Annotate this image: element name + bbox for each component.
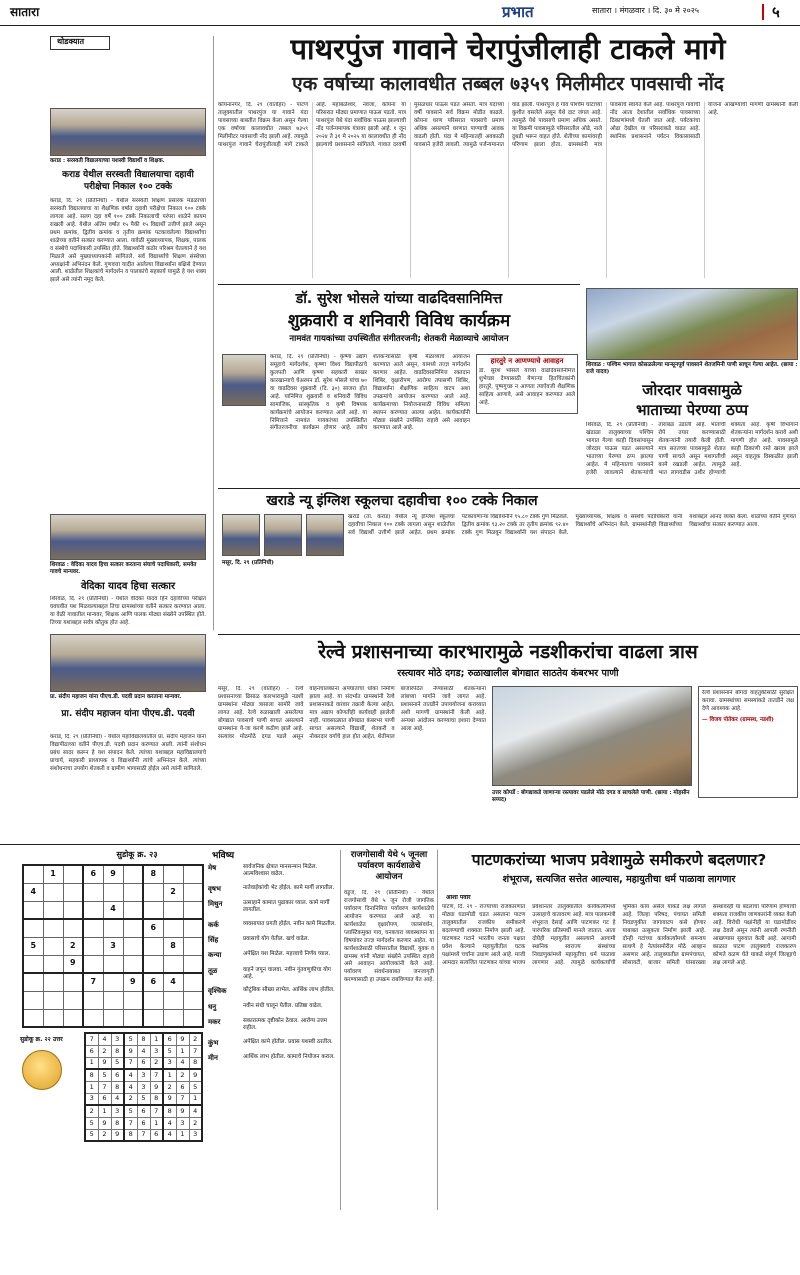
- sudoku-cell: 6: [143, 973, 163, 991]
- sudoku-row: [85, 1129, 202, 1141]
- sudoku-cell: 5: [85, 1117, 98, 1129]
- sudoku-cell: 6: [150, 1129, 163, 1141]
- sudoku-cell: [83, 955, 103, 973]
- mahajan-block: [46, 634, 206, 840]
- sudoku-cell: 4: [163, 973, 183, 991]
- sudoku-cell: 2: [98, 1045, 111, 1057]
- sudoku-cell: 8: [124, 1129, 137, 1141]
- sudoku-cell: 5: [124, 1033, 137, 1045]
- sudoku-cell: 3: [137, 1069, 150, 1081]
- sudoku-cell: 7: [150, 1105, 163, 1117]
- patan-headline: पाटणकरांच्या भाजप प्रवेशामुळे समीकरणे बदलणार?: [471, 851, 767, 869]
- horoscope-sign: वृषभ: [208, 884, 221, 893]
- sudoku-row: [23, 955, 203, 973]
- horoscope-sign: कन्या: [208, 951, 222, 960]
- sudoku-cell: 7: [150, 1069, 163, 1081]
- sudoku-cell: 7: [124, 1057, 137, 1069]
- horoscope-item: [208, 885, 338, 894]
- sudoku-cell: 4: [163, 1129, 176, 1141]
- rain-headline-1: जोरदार पावसामुळे: [642, 381, 742, 399]
- sudoku-cell: 2: [163, 883, 183, 901]
- sudoku-cell: [43, 901, 63, 919]
- sudoku-title: सुडोकू क्र. २३: [116, 850, 158, 859]
- sudoku-cell: 8: [111, 1045, 124, 1057]
- sudoku-cell: 7: [176, 1093, 189, 1105]
- sudoku-cell: [163, 955, 183, 973]
- sudoku-cell: [183, 883, 203, 901]
- bhosale-appeal-body: डॉ. सुरेश भोसले यांच्या वाढदिवसानिमित्त शुभेच्छा देण्यासाठी येणाऱ्या हितचिंतकांनी हारतुरे, पुष्पगुच्छ न आणता त्याऐवजी शैक्षणिक साहित्य आणावे, असे आवाहन करण्यात आले आहे.: [479, 368, 575, 407]
- sudoku-cell: [43, 883, 63, 901]
- horoscope-sign: धनु: [208, 1002, 217, 1011]
- sudoku-cell: 4: [103, 901, 123, 919]
- sudoku-cell: 1: [98, 1105, 111, 1117]
- sudoku-cell: 1: [85, 1081, 98, 1093]
- sudoku-cell: 6: [137, 1057, 150, 1069]
- section-name: सातारा: [10, 5, 40, 19]
- sudoku-mascot-icon: [22, 1050, 62, 1090]
- sudoku-cell: [163, 919, 183, 937]
- mahajan-photo-caption: प्रा. संदीप महाजन यांना पीएच.डी. पदवी प्रदान करताना मान्यवर.: [50, 694, 182, 700]
- sudoku-row: [85, 1081, 202, 1093]
- horoscope-text: नातेवाईकांची भेट होईल. कामे मार्गी लागतील.: [243, 884, 335, 891]
- sudoku-cell: [183, 955, 203, 973]
- sudoku-cell: 4: [163, 1117, 176, 1129]
- sudoku-cell: [103, 973, 123, 991]
- sudoku-cell: 8: [137, 1033, 150, 1045]
- sudoku-cell: 1: [163, 1069, 176, 1081]
- sudoku-cell: [123, 865, 143, 883]
- sudoku-cell: [23, 865, 43, 883]
- horoscope-item: [208, 987, 338, 996]
- sudoku-answer-grid: [84, 1032, 203, 1142]
- railway-quote: रेल्वे प्रशासनाने बोगदा वाहतुकीसाठी सुरक्षित करावा. ग्रामस्थांच्या समस्यांकडे तातडीने लक्ष देणे आवश्यक आहे.: [702, 690, 794, 712]
- horoscope-text: अपेक्षित कामे होतील. प्रवास यशस्वी ठरतील.: [243, 1038, 333, 1045]
- horoscope-text: व्यवसायात प्रगती होईल. नवीन कामे मिळतील.: [243, 920, 337, 927]
- sudoku-cell: 3: [111, 1105, 124, 1117]
- sudoku-cell: 9: [98, 1117, 111, 1129]
- sudoku-cell: 9: [123, 973, 143, 991]
- page-divider: [762, 4, 764, 20]
- rain-story: [586, 284, 800, 484]
- horoscope-item: [208, 936, 338, 945]
- column-rule-1: [213, 36, 214, 630]
- farm-photo-caption: शिरवळ : पश्चिम भागात कोसळलेल्या मान्सूनपूर्व पावसाने शेतजमिनी पाणी साचून गेल्या आहेत. (छाया : राजे यादव): [586, 362, 798, 376]
- sudoku-cell: 3: [137, 1081, 150, 1093]
- sudoku-cell: 2: [163, 1081, 176, 1093]
- sudoku-cell: 3: [85, 1093, 98, 1105]
- sudoku-cell: 5: [85, 1129, 98, 1141]
- sudoku-cell: [123, 937, 143, 955]
- sudoku-cell: 5: [163, 1045, 176, 1057]
- railway-headline: रेल्वे प्रशासनाच्या कारभारामुळे नडशीकरांचा वाढला त्रास: [318, 641, 698, 663]
- sudoku-cell: [163, 991, 183, 1009]
- story-karad-headline: कराड येथील सरस्वती विद्यालयाचा दहावी परीक्षेचा निकाल १०० टक्के: [62, 170, 194, 192]
- sudoku-cell: 9: [111, 1129, 124, 1141]
- sudoku-cell: [183, 865, 203, 883]
- sudoku-cell: 4: [189, 1105, 202, 1117]
- kharade-headline: खराडे न्यू इंग्लिश स्कूलचा दहावीचा १०० टक्के निकाल: [266, 493, 538, 509]
- farm-photo: [586, 288, 798, 360]
- sudoku-cell: [163, 865, 183, 883]
- sudoku-cell: [143, 883, 163, 901]
- sudoku-cell: [63, 1009, 83, 1027]
- sudoku-cell: [43, 919, 63, 937]
- sudoku-cell: [183, 919, 203, 937]
- sudoku-cell: 6: [98, 1093, 111, 1105]
- page-number: ५: [772, 3, 780, 21]
- sudoku-cell: [43, 937, 63, 955]
- story-vedika-headline: वेदिका यादव हिचा सत्कार: [80, 581, 176, 592]
- sudoku-cell: 4: [176, 1057, 189, 1069]
- mahajan-body: कराड, दि. २९ (प्रतिनिधी) - येथील महाविद्यालयातील प्रा. संदीप महाजन यांना विद्यापीठाच्या वतीने पीएच.डी. पदवी प्रदान करण्यात आली. त्यांनी संशोधन प्रबंध सादर करून हे यश संपादन केले. त्यांच्या यशाबद्दल महाविद्यालयाचे प्राचार्य, सहकारी प्राध्यापक व विद्यार्थ्यांनी त्यांचे अभिनंदन केले. त्यांच्या संशोधनाचा उपयोग शेतकरी व ग्रामीण भागासाठी होईल असे त्यांनी सांगितले.: [50, 734, 206, 772]
- rain-headline-2: भाताच्या पेरण्या ठप्प: [635, 401, 749, 419]
- horoscope-text: सकारात्मक दृष्टीकोन ठेवाल. आरोग्य उत्तम राहील.: [243, 1018, 328, 1032]
- sudoku-row: [85, 1057, 202, 1069]
- sudoku-cell: [123, 991, 143, 1009]
- horoscope-item: [208, 921, 338, 930]
- horoscope-item: [208, 1054, 338, 1063]
- sudoku-cell: 2: [150, 1057, 163, 1069]
- horoscope-item: [208, 1003, 338, 1012]
- sudoku-cell: 8: [111, 1081, 124, 1093]
- sudoku-cell: 9: [63, 955, 83, 973]
- sudoku-cell: [63, 973, 83, 991]
- sudoku-cell: 8: [163, 1105, 176, 1117]
- horoscope-item: [208, 1018, 338, 1033]
- sudoku-cell: 6: [137, 1117, 150, 1129]
- sudoku-cell: [63, 991, 83, 1009]
- horoscope-item: [208, 900, 338, 915]
- sudoku-cell: 5: [98, 1069, 111, 1081]
- horoscope-text: अपेक्षित यश मिळेल. महत्त्वाचे निर्णय घ्याल.: [243, 951, 331, 958]
- students-photo-caption: कराड : सरस्वती विद्यालयाच्या यशस्वी विद्यार्थी व शिक्षक.: [50, 158, 165, 164]
- sudoku-cell: 2: [189, 1117, 202, 1129]
- horoscope-item: [208, 967, 338, 982]
- brief-column: [46, 36, 206, 630]
- sudoku-cell: 6: [85, 1045, 98, 1057]
- sudoku-cell: 2: [98, 1129, 111, 1141]
- lead-body: कोयनानगर, दि. २९ (वार्ताहर) - पाटण तालुक्यातील पाथरपुंज या गावाने यंदा पावसाच्या बाबतीत विक्रम केला असून गेल्या एक वर्षाच्या कालावधीत तब्बल ७३५९ मिलीमीटर पावसाची नोंद झाली आहे. त्यामुळे पाथरपुंज गावाने चेरापुंजीलाही मागे टाकले आहे. महाबळेश्वर, नवजा, कोयना या परिसरात मोठ्या प्रमाणात पाऊस पडतो. मात्र पाथरपुंज येथे यंदा सर्वाधिक पाऊस झाल्याची नोंद पर्जन्यमापक यंत्रावर झाली आहे. १ जून २०२४ ते ३१ मे २०२५ या कालावधीत ही नोंद झाल्याचे प्रशासनाने सांगितले. गावात दरवर्षी मुसळधार पाऊस पडत असतो. मात्र यंदाच्या वर्षी पावसाने सर्व विक्रम मोडीत काढले. कोयना धरण परिसरात पावसाचे प्रमाण अधिक असल्याने धरणात पाण्याची आवक वाढली होती. यंदा मे महिन्यातही अवकाळी पावसाने हजेरी लावली. त्यामुळे पर्जन्यमानात वाढ झाली. पाथरपुंज हे गाव पश्चिम घाटाच्या कुशीत वसलेले असून येथे दाट जंगल आहे. त्यामुळे येथे पावसाचे प्रमाण अधिक असते. या विक्रमी पावसामुळे परिसरातील ओढे, नाले दुथडी भरून वाहत होते. शेतीच्या कामांवरही परिणाम झाला होता. ग्रामस्थांनी मात्र पावसाचे स्वागत केले आहे. पाथरपुंज गावाची नोंद आता देशातील सर्वाधिक पावसाच्या ठिकाणांमध्ये घेतली जात आहे. पर्यटकांचा ओढा देखील या परिसराकडे वाढत आहे. स्थानिक प्रशासनाने पर्यटन विकासासाठी योजना आखण्याची मागणी ग्रामस्थांनी केली आहे.: [218, 102, 798, 148]
- sudoku-cell: 8: [111, 1117, 124, 1129]
- sudoku-cell: [43, 955, 63, 973]
- sudoku-cell: 2: [85, 1105, 98, 1117]
- sudoku-grid: [22, 864, 204, 1028]
- horoscope-text: वाहने जपून चालवा. नवीन गुंतवणुकीचा योग आहे.: [243, 966, 331, 981]
- sudoku-row: [23, 865, 203, 883]
- lead-story: [218, 30, 800, 280]
- sudoku-cell: [43, 973, 63, 991]
- sudoku-cell: [183, 937, 203, 955]
- sudoku-cell: [23, 991, 43, 1009]
- sudoku-cell: [23, 919, 43, 937]
- bhosale-body: कराड, दि. २९ (प्रतिनिधी) - कृष्णा उद्योग समूहाचे मार्गदर्शक, कृष्णा विश्व विद्यापीठाचे कुलपती आणि कृष्णा सहकारी साखर कारखान्याचे चेअरमन डॉ. सुरेश भोसले यांचा ७० वा वाढदिवस शुक्रवारी (दि. ३०) साजरा होत आहे. यानिमित्त शुक्रवारी व शनिवारी विविध सामाजिक, सांस्कृतिक व कृषी विषयक कार्यक्रमांचे आयोजन करण्यात आले आहे. या निमित्ताने नामवंत गायकांच्या उपस्थितीत संगीतरजनीचा कार्यक्रम होणार आहे. तसेच शेतकऱ्यांसाठी कृषी मेळाव्याचे आयोजन करण्यात आले असून, यामध्ये तज्ज्ञ मार्गदर्शन करणार आहेत. वाढदिवसानिमित्त रक्तदान शिबिर, वृक्षारोपण, आरोग्य तपासणी शिबिर, विद्यार्थ्यांना शैक्षणिक साहित्य वाटप अशा उपक्रमांचे आयोजन करण्यात आले आहे. कार्यक्रमाच्या नियोजनासाठी विविध समित्या स्थापन करण्यात आल्या आहेत. कार्यकर्त्यांनी मोठ्या संख्येने उपस्थित राहावे असे आवाहन करण्यात आले आहे.: [270, 354, 470, 432]
- lead-subhead: एक वर्षाच्या कालावधीत तब्बल ७३५९ मिलीमीटर पावसाची नोंद: [292, 73, 724, 95]
- sudoku-cell: [23, 955, 43, 973]
- sudoku-row: [85, 1117, 202, 1129]
- sudoku-cell: 9: [189, 1069, 202, 1081]
- column-rule-2: [340, 850, 341, 1210]
- sudoku-cell: [123, 883, 143, 901]
- rajgad-headline: राजगोसावी येथे ५ जूनला पर्यावरण कार्यशाळेचे आयोजन: [350, 850, 428, 883]
- patan-story: [442, 850, 798, 1210]
- horoscope-text: सार्वजनिक क्षेत्रात मानसन्मान मिळेल. आत्मविश्वास वाढेल.: [243, 864, 318, 878]
- horoscope-text: आर्थिक लाभ होतील. कामाचे नियोजन कराल.: [243, 1054, 335, 1061]
- dateline: सातारा । मंगळवार । दि. ३० मे २०२५: [592, 6, 700, 15]
- horoscope-sign: मेष: [208, 864, 217, 872]
- sudoku-row: [23, 973, 203, 991]
- student-photo-2: [264, 514, 302, 556]
- horoscope-sign: तूळ: [208, 966, 218, 975]
- sudoku-cell: 6: [137, 1105, 150, 1117]
- story-vedika-body: शिरवळ, दि. २९ (प्रतिनिधी) - येथील वेदिका यादव हिने दहावीच्या परीक्षेत घवघवीत यश मिळवल्याबद्दल तिचा ग्रामस्थांच्या वतीने सत्कार करण्यात आला. या वेळी गावातील मान्यवर, शिक्षक आणि पालक मोठ्या संख्येने उपस्थित होते. तिच्या यशाबद्दल सर्वत्र कौतुक होत आहे.: [50, 596, 206, 626]
- sudoku-cell: [143, 937, 163, 955]
- sudoku-cell: [23, 1009, 43, 1027]
- sudoku-cell: [83, 901, 103, 919]
- patan-strap: शंभूराज, सत्यजित सत्तेत आल्यास, महायुतीचा धर्म पाळावा लागणार: [502, 874, 736, 885]
- bhosale-story: [218, 284, 580, 484]
- sudoku-cell: 3: [150, 1045, 163, 1057]
- sudoku-cell: [183, 991, 203, 1009]
- sudoku-row: [85, 1033, 202, 1045]
- student-photo-3: [306, 514, 344, 556]
- patan-byline: आशा पवार: [446, 894, 471, 901]
- sudoku-row: [85, 1069, 202, 1081]
- sudoku-cell: 8: [85, 1069, 98, 1081]
- sudoku-cell: [183, 973, 203, 991]
- railway-photo: [492, 686, 692, 786]
- sudoku-cell: [63, 919, 83, 937]
- kharade-story: [218, 488, 800, 630]
- horoscope-sign: कुंभ: [208, 1038, 219, 1047]
- sudoku-cell: [123, 1009, 143, 1027]
- horoscope-sign: मीन: [208, 1054, 218, 1063]
- sudoku-cell: 3: [176, 1117, 189, 1129]
- sudoku-cell: 6: [111, 1069, 124, 1081]
- student-photo-1: [222, 514, 260, 556]
- vedika-photo-caption: शिरवळ : वेदिका यादव हिचा सत्कार करताना संघाचे पदाधिकारी, समवेत गावचे मान्यवर.: [50, 562, 197, 576]
- sudoku-cell: 7: [85, 1033, 98, 1045]
- sudoku-cell: 8: [189, 1057, 202, 1069]
- sudoku-cell: 8: [163, 937, 183, 955]
- sudoku-cell: [103, 919, 123, 937]
- sudoku-cell: 2: [124, 1093, 137, 1105]
- sudoku-row: [85, 1093, 202, 1105]
- railway-quote-box: [698, 686, 798, 798]
- bhosale-appeal-box: [476, 354, 578, 414]
- horoscope-block: [208, 850, 338, 1210]
- sudoku-cell: [183, 901, 203, 919]
- sudoku-cell: [123, 955, 143, 973]
- sudoku-cell: 7: [189, 1045, 202, 1057]
- railway-body: मसूर, दि. २९ (वार्ताहर) - रेल्वे प्रशासनाच्या ढिसाळ कारभारामुळे नडशी ग्रामस्थांना मोठ्या त्रासाला सामोरे जावे लागत आहे. रेल्वे रुळाखाली असलेल्या बोगद्यात पावसाचे पाणी साचत असल्याने ग्रामस्थांना ये-जा करणे कठीण झाले आहे. रस्त्यावर मोठमोठे दगड पडले असून वाहनचालकांना अपघाताचा धोका निर्माण झाला आहे. या संदर्भात ग्रामस्थांनी रेल्वे प्रशासनाकडे वारंवार तक्रारी केल्या आहेत. मात्र अद्याप कोणतीही कार्यवाही झालेली नाही. पावसाळ्यात बोगद्यात कंबरभर पाणी साचत असल्याने विद्यार्थी, शेतकरी व नोकरदार वर्गाचे हाल होत आहेत. शेतीमाल बाजारपेठेत नेण्यासाठी शेतकऱ्यांना लांबच्या मार्गाने जावे लागत आहे. प्रशासनाने तातडीने उपाययोजना कराव्यात अशी मागणी ग्रामस्थांनी केली आहे. अन्यथा आंदोलन करण्याचा इशारा देण्यात आला आहे.: [218, 686, 486, 740]
- sudoku-cell: 9: [150, 1081, 163, 1093]
- sudoku-cell: [63, 901, 83, 919]
- sudoku-cell: [143, 901, 163, 919]
- sudoku-cell: 9: [163, 1093, 176, 1105]
- sudoku-cell: 4: [23, 883, 43, 901]
- sudoku-cell: 1: [150, 1117, 163, 1129]
- sudoku-row: [23, 1009, 203, 1027]
- sudoku-cell: [83, 1009, 103, 1027]
- horoscope-sign: सिंह: [208, 935, 219, 944]
- kharade-dateline: मसूर, दि. २९ (प्रतिनिधी): [222, 560, 274, 566]
- rajgad-body: वडूज, दि. २९ (प्रतिनिधी) - येथील राजगोसावी येथे ५ जून रोजी जागतिक पर्यावरण दिनानिमित्त पर्यावरण कार्यशाळेचे आयोजन करण्यात आले आहे. या कार्यशाळेत वृक्षारोपण, जलसंवर्धन, प्लास्टिकमुक्त गाव, घनकचरा व्यवस्थापन या विषयांवर तज्ज्ञ मार्गदर्शन करणार आहेत. या कार्यशाळेसाठी परिसरातील विद्यार्थी, युवक व ग्रामस्थ यांनी मोठ्या संख्येने उपस्थित राहावे असे आवाहन आयोजकांनी केले आहे. पर्यावरण संवर्धनाबाबत जनजागृती करण्यासाठी हा उपक्रम राबविण्यात येत आहे.: [344, 890, 434, 984]
- horoscope-item: [208, 951, 338, 960]
- sudoku-cell: [83, 991, 103, 1009]
- railway-photo-caption: उत्तर कोपर्डे : बोगद्याकडे जाणाऱ्या रस्त्यावर पडलेले मोठे दगड व साचलेले पाणी. (छाया : मोहसीन सय्यद): [492, 790, 690, 804]
- sudoku-cell: 4: [98, 1033, 111, 1045]
- sudoku-row: [23, 991, 203, 1009]
- story-karad-body: कराड, दि. २९ (प्रतिनिधी) - येथील सरस्वती शिक्षण प्रसारक मंडळाच्या सरस्वती विद्यालयाचा या शैक्षणिक वर्षात दहावी परीक्षेचा निकाल १०० टक्के लागला आहे. सलग दहा वर्षे १०० टक्के निकालाची परंपरा शाळेने कायम राखली आहे. येथील अंतिम वर्षात १५ पैकी १५ विद्यार्थी उत्तीर्ण झाले असून प्रथम क्रमांक, द्वितीय क्रमांक व तृतीय क्रमांक पटकावलेल्या विद्यार्थ्यांचा शाळेच्या वतीने सत्कार करण्यात आला. यावेळी मुख्याध्यापक, शिक्षक, पालक व संस्थेचे पदाधिकारी उपस्थित होते. विद्यार्थ्यांनी कठोर परिश्रम घेतल्याने हे यश मिळाले असे मुख्याध्यापकांनी सांगितले. सर्व विद्यार्थ्यांचे शिक्षण संस्थेच्या अध्यक्षांनी अभिनंदन केले. गुणवत्ता यादीत आलेल्या विद्यार्थ्यांना बक्षिसे देण्यात आली. शाळेतील शिक्षकांचे मार्गदर्शन व पालकांचे सहकार्य यामुळे हे यश शक्य झाले असे त्यांनी नमूद केले.: [50, 198, 206, 284]
- sudoku-cell: [123, 919, 143, 937]
- horoscope-text: उत्साहाने कामात पुढाकार घ्याल. कामे मार्गी लागतील.: [243, 899, 330, 914]
- sudoku-cell: 4: [124, 1069, 137, 1081]
- sudoku-cell: [63, 865, 83, 883]
- sudoku-cell: 3: [103, 937, 123, 955]
- sudoku-cell: 4: [111, 1093, 124, 1105]
- sudoku-block: [18, 850, 206, 1210]
- railway-story: [218, 634, 800, 840]
- sudoku-cell: [103, 991, 123, 1009]
- sudoku-cell: 1: [189, 1093, 202, 1105]
- sudoku-cell: [23, 973, 43, 991]
- railway-top-rule: [218, 634, 800, 635]
- sudoku-cell: 9: [98, 1057, 111, 1069]
- horoscope-sign: मकर: [208, 1018, 221, 1027]
- rain-body: शिरवळ, दि. २९ (प्रतिनिधी) - खंडाळा तालुक्याच्या पश्चिम भागात गेल्या काही दिवसांपासून जोरदार पाऊस पडत असल्याने भाताच्या पेरण्या ठप्प झाल्या आहेत. मे महिन्यातच पावसाने हजेरी लावल्याने शेतकऱ्यांची तारांबळ उडाली आहे. भाताची रोपे तयार करण्यासाठी शेतकऱ्यांनी तयारी केली होती. मात्र सततच्या पावसामुळे शेतात पाणी साचले असून मशागतीची कामे रखडली आहेत. त्यामुळे भात लागवडीस उशीर होण्याची शक्यता आहे. कृषी विभागाने शेतकऱ्यांना मार्गदर्शन करावे अशी मागणी होत आहे. पावसामुळे काही ठिकाणी रस्ते खराब झाले असून वाहतूक विस्कळीत झाली आहे.: [586, 422, 798, 476]
- sudoku-cell: 5: [189, 1081, 202, 1093]
- bhosale-strap: नामवंत गायकांच्या उपस्थितीत संगीतरजनी; शेतकरी मेळाव्याचे आयोजन: [289, 334, 509, 344]
- patan-body: पाटण, दि. २९ - राज्याच्या राजकारणात मोठ्या घडामोडी घडत असताना पाटण तालुक्यातील राजकीय समीकरणे बदलण्याची शक्यता निर्माण झाली आहे. पाटणकर गटाने भारतीय जनता पक्षात प्रवेश केल्याने महायुतीतील घटक पक्षांमध्ये चर्चांना उधाण आले आहे. माजी आमदार सत्यजित पाटणकर यांच्या भाजप प्रवेशानंतर तालुक्यातील कार्यकर्त्यांमध्ये उत्साहाचे वातावरण आहे. मात्र पालकमंत्री शंभूराज देसाई आणि पाटणकर गट हे पारंपरिक प्रतिस्पर्धी मानले जातात. आता दोघेही महायुतीत असल्याने आगामी स्थानिक स्वराज्य संस्थांच्या निवडणुकांमध्ये महायुतीचा धर्म पाळावा लागणार आहे. त्यामुळे कार्यकर्त्यांची भूमिका काय असेल याकडे लक्ष लागले आहे. जिल्हा परिषद, पंचायत समिती निवडणुकीत जागावाटप कसे होणार याबाबत उत्सुकता निर्माण झाली आहे. दोन्ही गटांच्या कार्यकर्त्यांमध्ये समन्वय साधणे हे नेत्यांसमोरील मोठे आव्हान असणार आहे. तालुक्यातील ग्रामपंचायत, सोसायटी, बाजार समिती यांसारख्या संस्थांवरही या बदलाचा परिणाम होण्याची शक्यता राजकीय जाणकारांनी व्यक्त केली आहे. विरोधी पक्षांनीही या घडामोडींवर लक्ष ठेवले असून त्यांनी आपली रणनीती आखण्यास सुरुवात केली आहे. आगामी काळात पाटण तालुक्याचे राजकारण कोणते वळण घेते याकडे संपूर्ण जिल्ह्याचे लक्ष लागले आहे.: [442, 904, 796, 966]
- horoscope-text: प्रवासाचे योग येतील. खर्च वाढेल.: [243, 935, 310, 942]
- masthead-rule: [0, 25, 800, 26]
- sudoku-cell: [43, 991, 63, 1009]
- sudoku-row: [23, 901, 203, 919]
- bhosale-appeal-title: हारतुरे न आणण्याचे आवाहन: [490, 357, 564, 365]
- sudoku-cell: 9: [176, 1033, 189, 1045]
- horoscope-title: भविष्य: [212, 851, 235, 861]
- column-rule-3: [437, 850, 438, 1210]
- sudoku-answer-title: सुडोकू क्र. २२ उत्तर: [20, 1036, 63, 1043]
- horoscope-sign: मिथुन: [208, 899, 223, 908]
- sudoku-cell: 1: [43, 865, 63, 883]
- bhosale-headline: शुक्रवारी व शनिवारी विविध कार्यक्रम: [287, 311, 511, 331]
- sudoku-cell: 3: [189, 1129, 202, 1141]
- sudoku-cell: 5: [124, 1105, 137, 1117]
- sudoku-cell: [103, 883, 123, 901]
- brief-tag-label: थोडक्यात: [57, 37, 85, 46]
- sudoku-cell: 2: [189, 1033, 202, 1045]
- sudoku-cell: 1: [150, 1033, 163, 1045]
- sudoku-cell: 3: [111, 1033, 124, 1045]
- horoscope-text: कौटुंबिक सौख्य लाभेल. आर्थिक लाभ होतील.: [243, 987, 335, 994]
- horoscope-item: [208, 864, 338, 879]
- sudoku-cell: 3: [163, 1057, 176, 1069]
- sudoku-cell: 1: [176, 1045, 189, 1057]
- sudoku-cell: 7: [124, 1117, 137, 1129]
- sudoku-cell: 5: [23, 937, 43, 955]
- sudoku-row: [85, 1045, 202, 1057]
- sudoku-cell: [143, 955, 163, 973]
- railway-quote-author: — विजय पोतेकर (ग्रामस्थ, नडशी): [702, 716, 774, 723]
- sudoku-cell: [83, 937, 103, 955]
- sudoku-cell: [163, 1009, 183, 1027]
- sudoku-cell: 9: [103, 865, 123, 883]
- sudoku-cell: [63, 883, 83, 901]
- sudoku-cell: 1: [176, 1129, 189, 1141]
- sudoku-cell: [143, 991, 163, 1009]
- sudoku-cell: 9: [176, 1105, 189, 1117]
- sudoku-cell: [103, 955, 123, 973]
- sudoku-cell: [83, 883, 103, 901]
- horoscope-list: [208, 864, 338, 1070]
- sudoku-cell: [83, 919, 103, 937]
- sudoku-row: [23, 919, 203, 937]
- sudoku-cell: 7: [98, 1081, 111, 1093]
- sudoku-cell: [103, 1009, 123, 1027]
- sudoku-row: [85, 1105, 202, 1117]
- sudoku-cell: [123, 901, 143, 919]
- horoscope-text: नवीन संधी चालून येतील. प्रतिष्ठा वाढेल.: [243, 1002, 323, 1009]
- sudoku-cell: 6: [176, 1081, 189, 1093]
- mahajan-photo: [50, 634, 206, 692]
- horoscope-item: [208, 1039, 338, 1048]
- sudoku-cell: 4: [124, 1081, 137, 1093]
- sudoku-cell: 8: [150, 1093, 163, 1105]
- bhosale-kicker: डॉ. सुरेश भोसले यांच्या वाढदिवसानिमित्त: [295, 291, 503, 307]
- sudoku-cell: 1: [85, 1057, 98, 1069]
- students-photo: [50, 108, 206, 156]
- kharade-body: खराडे (ता. कराड) येथील न्यू इंग्लिश स्कूलचा दहावीचा निकाल १०० टक्के लागला असून शाळेतील सर्व विद्यार्थी उत्तीर्ण झाले आहेत. प्रथम क्रमांक पटकावणाऱ्या विद्यार्थिनीने ९५.८० टक्के गुण मिळवले. द्वितीय क्रमांक ९३.२० टक्के तर तृतीय क्रमांक ९२.४० टक्के गुण मिळवून विद्यार्थ्यांनी यश संपादन केले. मुख्याध्यापक, शिक्षक व संस्थेचे पदाधिकारी यांनी विद्यार्थ्यांचे अभिनंदन केले. ग्रामस्थांनीही विद्यार्थ्यांच्या यशाबद्दल आनंद व्यक्त केला. शाळेच्या वतीने गुणवंत विद्यार्थ्यांचा सत्कार करण्यात आला.: [348, 514, 796, 536]
- horoscope-sign: वृश्चिक: [208, 987, 227, 996]
- sudoku-cell: [43, 1009, 63, 1027]
- brief-tag: [50, 36, 110, 50]
- sudoku-row: [23, 883, 203, 901]
- sudoku-cell: [23, 901, 43, 919]
- railway-strap: रस्त्यावर मोठे दगड; रुळाखालील बोगद्यात साठतेय कंबरभर पाणी: [397, 668, 619, 679]
- bhosale-portrait: [222, 354, 266, 406]
- sudoku-cell: 5: [111, 1057, 124, 1069]
- sudoku-cell: [183, 1009, 203, 1027]
- sudoku-cell: 2: [176, 1069, 189, 1081]
- brand-logo: प्रभात: [502, 3, 534, 21]
- sudoku-cell: 4: [137, 1045, 150, 1057]
- sudoku-cell: 6: [83, 865, 103, 883]
- lower-section-rule: [0, 844, 800, 845]
- kharade-top-rule: [218, 488, 800, 489]
- sudoku-cell: [163, 901, 183, 919]
- sudoku-row: [23, 937, 203, 955]
- sudoku-cell: 9: [124, 1045, 137, 1057]
- sudoku-cell: 6: [143, 919, 163, 937]
- mahajan-headline: प्रा. संदीप महाजन यांना पीएच.डी. पदवी: [61, 709, 195, 719]
- rajgad-story: [344, 850, 434, 1210]
- sudoku-cell: 5: [137, 1093, 150, 1105]
- horoscope-sign: कर्क: [208, 920, 219, 929]
- sudoku-cell: 6: [163, 1033, 176, 1045]
- sudoku-cell: 2: [63, 937, 83, 955]
- lead-headline: पाथरपुंज गावाने चेरापुंजीलाही टाकले मागे: [290, 32, 726, 66]
- sudoku-cell: [143, 1009, 163, 1027]
- sudoku-cell: 8: [143, 865, 163, 883]
- bhosale-top-rule: [218, 284, 580, 285]
- sudoku-cell: 7: [137, 1129, 150, 1141]
- sudoku-cell: 7: [83, 973, 103, 991]
- masthead: [0, 0, 800, 26]
- vedika-photo: [50, 514, 206, 560]
